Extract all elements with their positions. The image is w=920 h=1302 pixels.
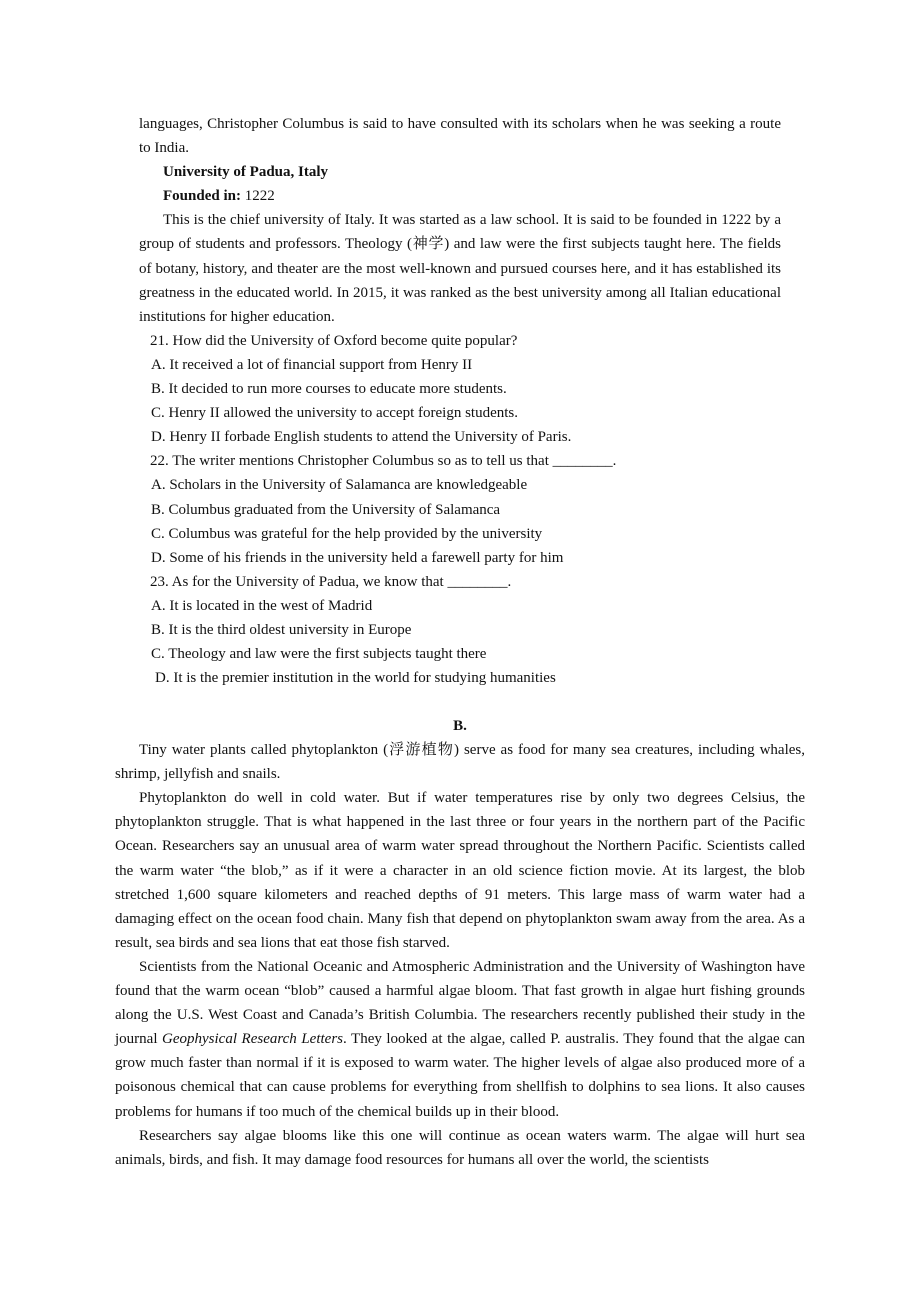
question-22-stem: 22. The writer mentions Christopher Columbus so as to tell us that ________. (150, 453, 617, 470)
salamanca-paragraph-tail: languages, Christopher Columbus is said to have consulted with its scholars when he was seeking a route to India. (139, 116, 781, 157)
padua-founded (139, 184, 781, 208)
question-21-stem: 21. How did the University of Oxford become quite popular? (150, 332, 518, 349)
section-b-paragraph-2: Phytoplankton do well in cold water. But if water temperatures rise by only two degrees Celsius, the phytoplankton struggle. That is what happened in the last three or four years in the northern part of the Pacific Ocean. Researchers say an unusual area of warm water spread throughout the Northern Pacific. Scientists called the warm water “the blob,” as if it were a character in an old science fiction movie. At its largest, the blob stretched 1,600 square kilometers and reached depths of 91 meters. This large mass of warm water had a damaging effect on the ocean food chain. Many fish that depend on phytoplankton swam away from the area. As a result, sea birds and sea lions that eat those fish starved. (115, 790, 805, 951)
padua-heading: University of Padua, Italy (163, 164, 328, 181)
question-23-option-c: C. Theology and law were the first subjects taught there (151, 646, 487, 663)
section-b-paragraph-1: Tiny water plants called phytoplankton (浮游植物) serve as food for many sea creatures, including whales, shrimp, jellyfish and snails. (115, 742, 805, 783)
question-23-stem: 23. As for the University of Padua, we know that ________. (150, 573, 512, 590)
founded-year: 1222 (240, 188, 275, 205)
paragraph-3-part-1: Scientists from the National Oceanic and Atmospheric Administration and the University of Washington have found that the warm ocean “blob” caused a harmful algae bloom. That fast growth in algae hurt fishing grounds along the U.S. West Coast and Canada’s British Columbia. The researchers recently published their study in the journal (115, 958, 805, 1048)
section-b-paragraph-3 (115, 955, 805, 1124)
section-b-paragraph-4: Researchers say algae blooms like this one will continue as ocean waters warm. The algae will hurt sea animals, birds, and fish. It may damage food resources for humans all over the world, the scientists (115, 1127, 805, 1168)
question-21-option-a: A. It received a lot of financial support from Henry II (151, 356, 473, 373)
question-21-option-c: C. Henry II allowed the university to accept foreign students. (151, 405, 518, 422)
question-21-option-b: B. It decided to run more courses to educate more students. (151, 381, 507, 398)
journal-title: Geophysical Research Letters (162, 1031, 344, 1048)
question-22-option-c: C. Columbus was grateful for the help provided by the university (151, 525, 543, 542)
question-22-option-a: A. Scholars in the University of Salamanca are knowledgeable (151, 477, 528, 494)
question-23-option-b: B. It is the third oldest university in Europe (151, 621, 412, 638)
founded-label: Founded in: (163, 188, 241, 205)
question-23-option-d: D. It is the premier institution in the world for studying humanities (155, 670, 556, 687)
paragraph-3-part-2: . They looked at the algae, called P. australis. They found that the algae can grow much faster than normal if it is exposed to warm water. The higher levels of algae also produced more of a poisonous chemical that can cause problems for everything from shellfish to dolphins to sea lions. It also causes problems for humans if too much of the chemical builds up in their blood. (115, 1031, 805, 1120)
question-23-option-a: A. It is located in the west of Madrid (151, 597, 373, 614)
question-21-option-d: D. Henry II forbade English students to attend the University of Paris. (151, 429, 572, 446)
question-22-option-d: D. Some of his friends in the university held a farewell party for him (151, 549, 564, 566)
padua-body: This is the chief university of Italy. It was started as a law school. It is said to be founded in 1222 by a group of students and professors. Theology (神学) and law were the first subjects taught here. The fields of botany, history, and theater are the most well-known and pursued courses here, and it has established its greatness in the educated world. In 2015, it was ranked as the best university among all Italian educational institutions for higher education. (139, 212, 781, 325)
section-a (139, 112, 781, 690)
section-b-title: B. (453, 718, 467, 734)
section-b (115, 714, 805, 1172)
question-22-option-b: B. Columbus graduated from the University of Salamanca (151, 501, 501, 518)
